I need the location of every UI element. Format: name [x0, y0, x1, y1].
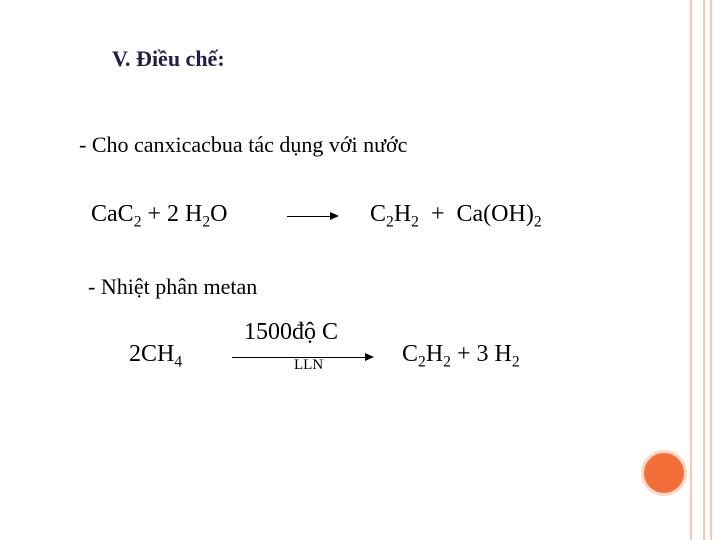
reaction-arrow-1 — [287, 216, 337, 217]
plus-text: + — [418, 201, 457, 227]
h2-text: H — [494, 341, 512, 367]
h-subscript: 2 — [443, 353, 451, 371]
c-text: C — [117, 201, 134, 227]
c-text: C — [402, 341, 419, 367]
ch-subscript: 4 — [174, 353, 183, 371]
slide-border-left — [690, 0, 692, 540]
ca-text: Ca — [91, 201, 118, 227]
caoh-subscript: 2 — [533, 213, 542, 231]
c-subscript: 2 — [386, 213, 394, 231]
slide-border-right — [703, 0, 705, 540]
ch-text: 2CH — [129, 341, 175, 367]
h-text: H — [393, 201, 412, 227]
h-subscript: 2 — [202, 213, 211, 231]
plus-text: + 3 — [450, 341, 495, 367]
h-text: H — [425, 341, 444, 367]
method1-bullet: - Cho canxicacbua tác dụng với nước — [79, 132, 408, 157]
reaction-condition-below: LLN — [294, 357, 324, 373]
caoh-text: Ca(OH) — [456, 201, 534, 227]
section-title: V. Điều chế: — [112, 46, 225, 71]
h-text: H — [185, 201, 203, 227]
plus-text: + 2 — [141, 201, 186, 227]
c-text: C — [370, 201, 387, 227]
reaction-condition-above: 1500độ C — [244, 319, 339, 345]
method1-reactants — [91, 201, 228, 231]
o-text: O — [210, 201, 228, 227]
c-subscript: 2 — [418, 353, 426, 371]
method2-reactant — [129, 341, 183, 371]
method2-products — [402, 341, 520, 371]
method2-bullet: - Nhiệt phân metan — [88, 274, 258, 299]
slide-border-inner — [710, 0, 712, 540]
h-subscript: 2 — [411, 213, 419, 231]
c-subscript: 2 — [133, 213, 142, 231]
method1-products — [370, 201, 542, 231]
h2-subscript: 2 — [511, 353, 520, 371]
decorative-circle — [641, 450, 687, 496]
